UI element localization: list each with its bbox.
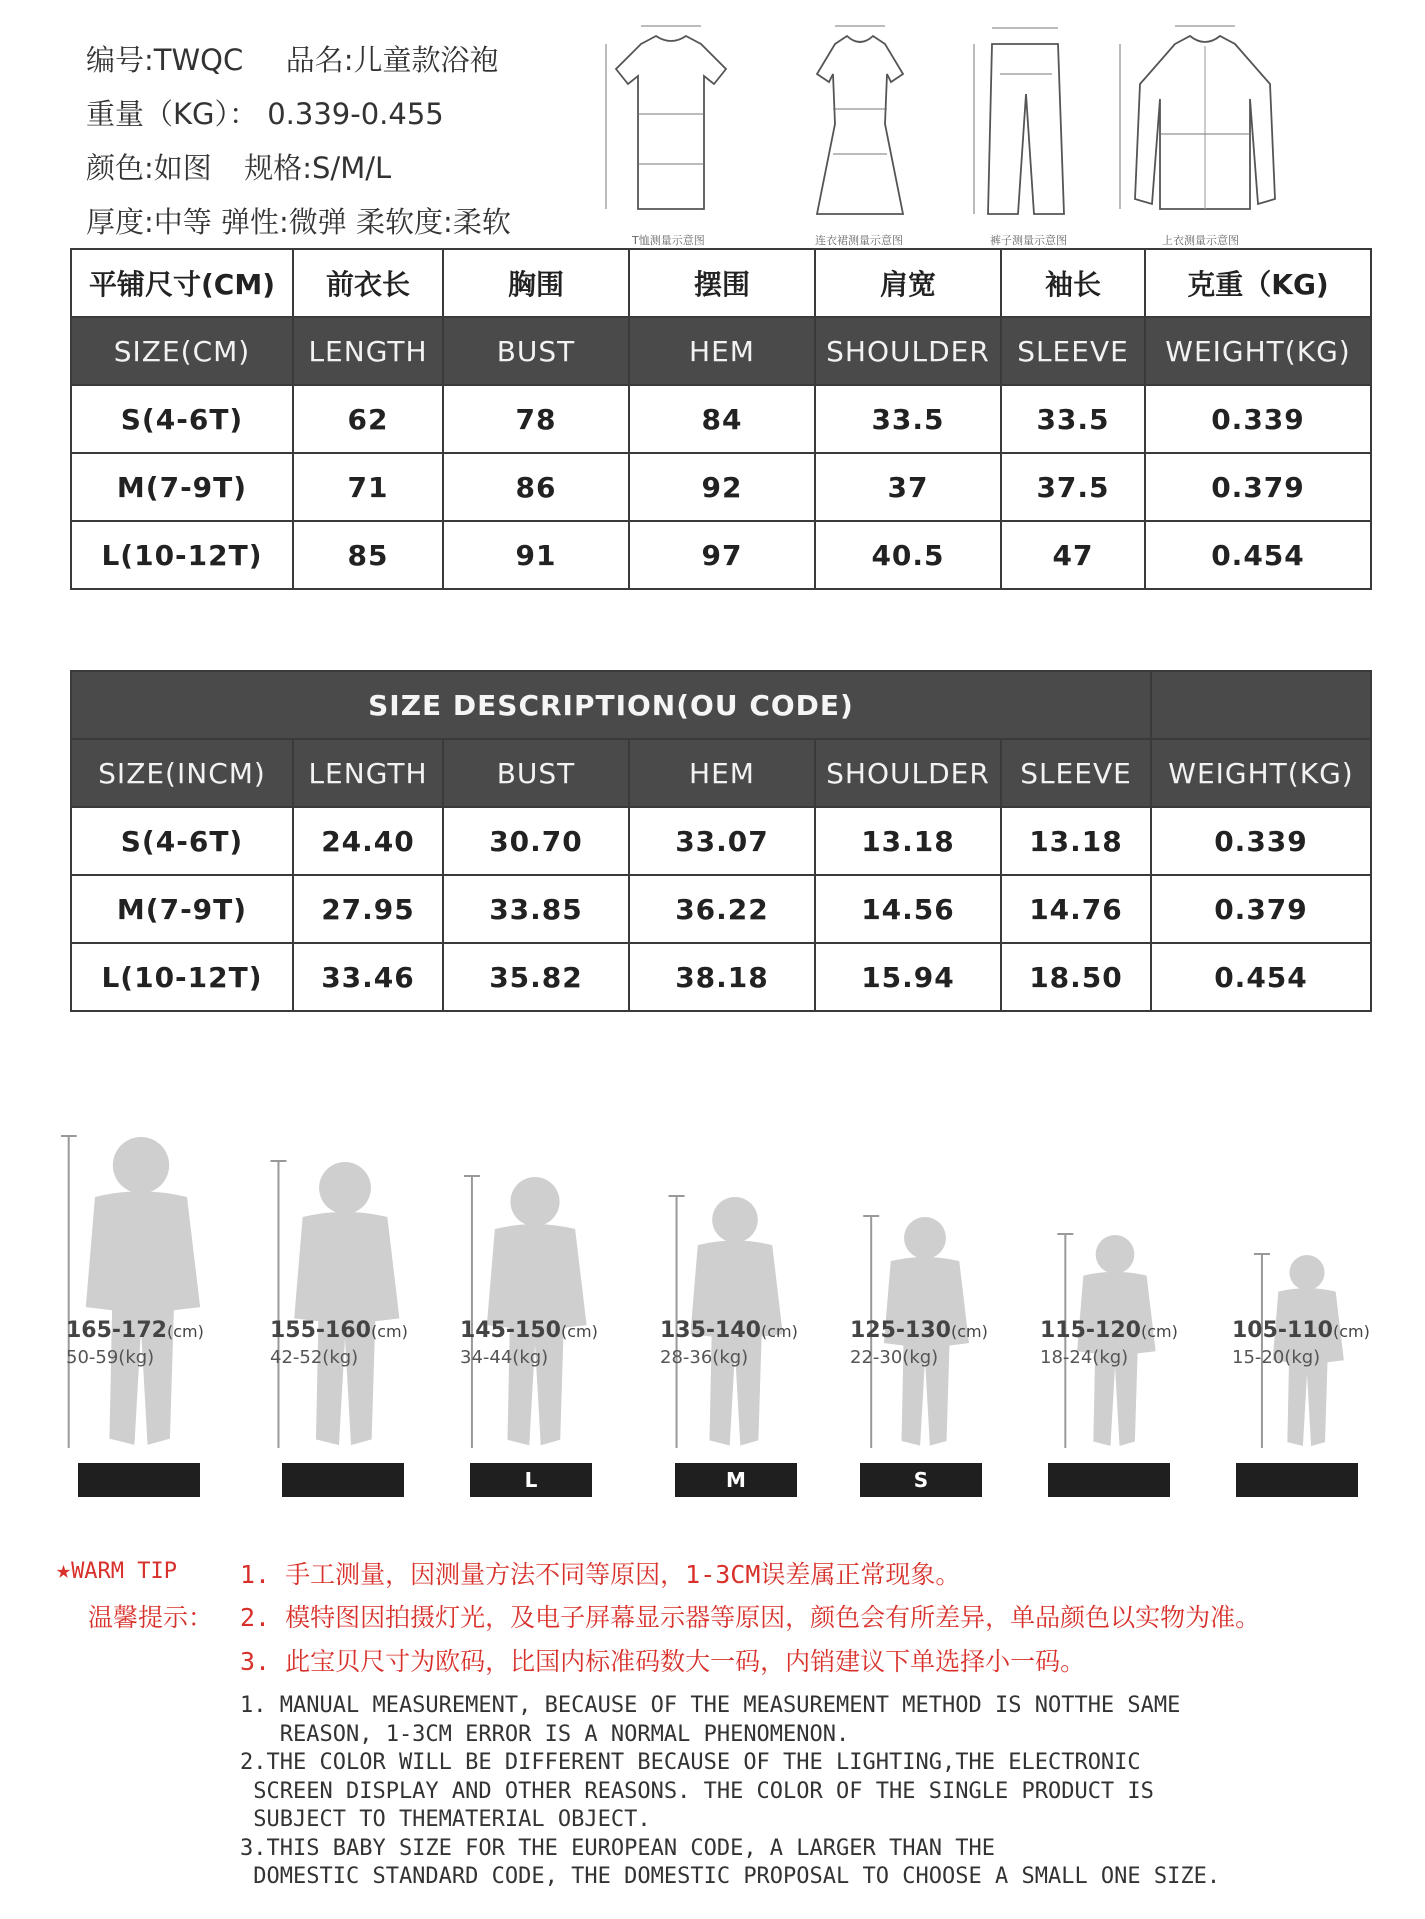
kid-height-label: 105-110(cm) (1232, 1318, 1370, 1343)
table-cell: 37.5 (1001, 453, 1145, 521)
table-row (71, 453, 1371, 521)
table-cell: 14.76 (1001, 875, 1151, 943)
table-row (71, 385, 1371, 453)
kid-weight-label: 28-36(kg) (660, 1347, 749, 1368)
table-cell: 13.18 (815, 807, 1001, 875)
info-line-1 (86, 38, 498, 79)
table-cell: 0.379 (1145, 453, 1371, 521)
star-icon: ★ (56, 1555, 72, 1584)
table-cell: 85 (293, 521, 443, 589)
inch-table-title-blank (1151, 671, 1371, 739)
cm-header-length: 前衣长 (293, 249, 443, 317)
thickness-label: 厚度: (86, 205, 154, 239)
table-cell: M(7-9T) (71, 875, 293, 943)
table-cell: 13.18 (1001, 807, 1151, 875)
table-cell: 84 (629, 385, 815, 453)
inch-header-hem: HEM (629, 739, 815, 807)
table-cell: 37 (815, 453, 1001, 521)
table-cell: 91 (443, 521, 629, 589)
info-line-4 (86, 200, 511, 241)
diagram-caption-2: 连衣裙测量示意图 (815, 234, 903, 247)
soft-value: 柔软 (452, 205, 511, 239)
table-cell: 36.22 (629, 875, 815, 943)
table-cell: 33.5 (1001, 385, 1145, 453)
table-cell: 40.5 (815, 521, 1001, 589)
weight-value: 0.339-0.455 (267, 97, 444, 131)
size-bar (1048, 1463, 1170, 1497)
table-cell: 0.454 (1145, 521, 1371, 589)
cm-header-sleeve: 袖长 (1001, 249, 1145, 317)
inch-table-title: SIZE DESCRIPTION(OU CODE) (71, 671, 1151, 739)
cm-en-header-sleeve: SLEEVE (1001, 317, 1145, 385)
spec-label: 规格: (244, 151, 313, 185)
table-cell: 14.56 (815, 875, 1001, 943)
size-bar (1236, 1463, 1358, 1497)
cm-header-size: 平铺尺寸(CM) (71, 249, 293, 317)
elastic-label: 弹性: (221, 205, 289, 239)
elastic-value: 微弹 (288, 205, 347, 239)
inch-header-shoulder: SHOULDER (815, 739, 1001, 807)
table-cell: 71 (293, 453, 443, 521)
table-cell: L(10-12T) (71, 521, 293, 589)
warm-tip-label (56, 1555, 177, 1584)
cm-header-shoulder: 肩宽 (815, 249, 1001, 317)
table-cell: 33.85 (443, 875, 629, 943)
diagram-caption-4: 上衣测量示意图 (1162, 234, 1239, 247)
table-cell: 97 (629, 521, 815, 589)
thickness-value: 中等 (153, 205, 212, 239)
size-table-inch (70, 670, 1372, 1012)
cm-en-header-bust: BUST (443, 317, 629, 385)
inch-header-bust: BUST (443, 739, 629, 807)
pants-diagram (960, 14, 1090, 229)
table-cell: 33.5 (815, 385, 1001, 453)
table-cell: 0.454 (1151, 943, 1371, 1011)
table-cell: 33.46 (293, 943, 443, 1011)
cm-en-header-length: LENGTH (293, 317, 443, 385)
cm-table-cn-header (71, 249, 1371, 317)
table-row (71, 521, 1371, 589)
table-row (71, 943, 1371, 1011)
kid-weight-label: 18-24(kg) (1040, 1347, 1129, 1368)
table-cell: 78 (443, 385, 629, 453)
warm-tip-cn: 温馨提示： (88, 1603, 214, 1632)
cm-en-header-size: SIZE(CM) (71, 317, 293, 385)
kid-weight-label: 50-59(kg) (66, 1347, 155, 1368)
code-label: 编号: (86, 43, 154, 77)
table-cell: 92 (629, 453, 815, 521)
table-cell: 86 (443, 453, 629, 521)
kid-height-label: 125-130(cm) (850, 1318, 988, 1343)
kid-height-label: 145-150(cm) (460, 1318, 598, 1343)
cm-en-header-weight: WEIGHT(KG) (1145, 317, 1371, 385)
table-cell: 38.18 (629, 943, 815, 1011)
kid-height-label: 165-172(cm) (66, 1318, 204, 1343)
diagram-caption-1: T恤测量示意图 (632, 234, 705, 247)
dress-diagram (785, 14, 935, 229)
table-cell: 33.07 (629, 807, 815, 875)
spec-value: S/M/L (312, 151, 392, 185)
size-bar: L (470, 1463, 592, 1497)
warm-tip-text: WARM TIP (71, 1559, 178, 1584)
kid-weight-label: 34-44(kg) (460, 1347, 549, 1368)
tip-cn-3: 3. 此宝贝尺寸为欧码，比国内标准码数大一码，内销建议下单选择小一码。 (240, 1647, 1086, 1676)
tip-en-text: 1. MANUAL MEASUREMENT, BECAUSE OF THE MEASUREMENT METHOD IS NOTTHE SAME REASON, 1-3CM ERROR IS A NORMAL PHENOMENON. 2.THE COLOR WILL BE DIFFERENT BECAUSE OF THE LIGHTING,THE ELECTRONIC SCREEN DISPLAY AND OTHER REASONS. THE COLOR OF THE SINGLE PRODUCT IS SUBJECT TO THEMATERIAL OBJECT. 3.THIS BABY SIZE FOR THE EUROPEAN CODE, A LARGER THAN THE DOMESTIC STANDARD CODE, THE DOMESTIC PROPOSAL TO CHOOSE A SMALL ONE SIZE. (240, 1693, 1221, 1889)
kid-silhouette (61, 1135, 221, 1452)
size-bar: S (860, 1463, 982, 1497)
cm-header-hem: 摆围 (629, 249, 815, 317)
info-line-3 (86, 146, 391, 187)
color-value: 如图 (153, 151, 212, 185)
kid-weight-label: 42-52(kg) (270, 1347, 359, 1368)
kid-silhouette (455, 1175, 615, 1452)
color-label: 颜色: (86, 151, 154, 185)
table-cell: 35.82 (443, 943, 629, 1011)
cm-en-header-hem: HEM (629, 317, 815, 385)
code-value: TWQC (153, 43, 244, 77)
name-label: 品名: (285, 43, 354, 77)
jacket-diagram (1110, 14, 1300, 229)
kid-weight-label: 15-20(kg) (1232, 1347, 1321, 1368)
diagram-caption-3: 裤子测量示意图 (990, 234, 1067, 247)
size-bar: M (675, 1463, 797, 1497)
weight-label: 重量（KG）： (86, 97, 258, 131)
info-line-2 (86, 92, 444, 133)
inch-table-header (71, 739, 1371, 807)
tip-cn-2: 2. 模特图因拍摄灯光，及电子屏幕显示器等原因，颜色会有所差异，单品颜色以实物为准。 (240, 1603, 1261, 1632)
table-cell: M(7-9T) (71, 453, 293, 521)
kid-weight-label: 22-30(kg) (850, 1347, 939, 1368)
inch-header-size: SIZE(INCM) (71, 739, 293, 807)
size-table-cm (70, 248, 1372, 590)
kid-silhouette (265, 1160, 425, 1452)
table-row (71, 875, 1371, 943)
table-cell: 62 (293, 385, 443, 453)
table-cell: L(10-12T) (71, 943, 293, 1011)
kid-height-label: 115-120(cm) (1040, 1318, 1178, 1343)
table-cell: 30.70 (443, 807, 629, 875)
table-cell: 0.379 (1151, 875, 1371, 943)
inch-header-weight: WEIGHT(KG) (1151, 739, 1371, 807)
kid-height-label: 135-140(cm) (660, 1318, 798, 1343)
inch-header-sleeve: SLEEVE (1001, 739, 1151, 807)
table-cell: 24.40 (293, 807, 443, 875)
table-row (71, 807, 1371, 875)
inch-table-title-row (71, 671, 1371, 739)
kid-height-label: 155-160(cm) (270, 1318, 408, 1343)
soft-label: 柔软度: (356, 205, 453, 239)
table-cell: 27.95 (293, 875, 443, 943)
size-bar (78, 1463, 200, 1497)
table-cell: 47 (1001, 521, 1145, 589)
cm-header-weight: 克重（KG) (1145, 249, 1371, 317)
cm-en-header-shoulder: SHOULDER (815, 317, 1001, 385)
tip-cn-1: 1. 手工测量，因测量方法不同等原因，1-3CM误差属正常现象。 (240, 1560, 961, 1589)
table-cell: 15.94 (815, 943, 1001, 1011)
tshirt-diagram (596, 14, 746, 229)
name-value: 儿童款浴袍 (353, 43, 499, 77)
cm-table-en-header (71, 317, 1371, 385)
size-bar (282, 1463, 404, 1497)
table-cell: 0.339 (1151, 807, 1371, 875)
inch-header-length: LENGTH (293, 739, 443, 807)
table-cell: 0.339 (1145, 385, 1371, 453)
table-cell: 18.50 (1001, 943, 1151, 1011)
table-cell: S(4-6T) (71, 807, 293, 875)
cm-header-bust: 胸围 (443, 249, 629, 317)
table-cell: S(4-6T) (71, 385, 293, 453)
